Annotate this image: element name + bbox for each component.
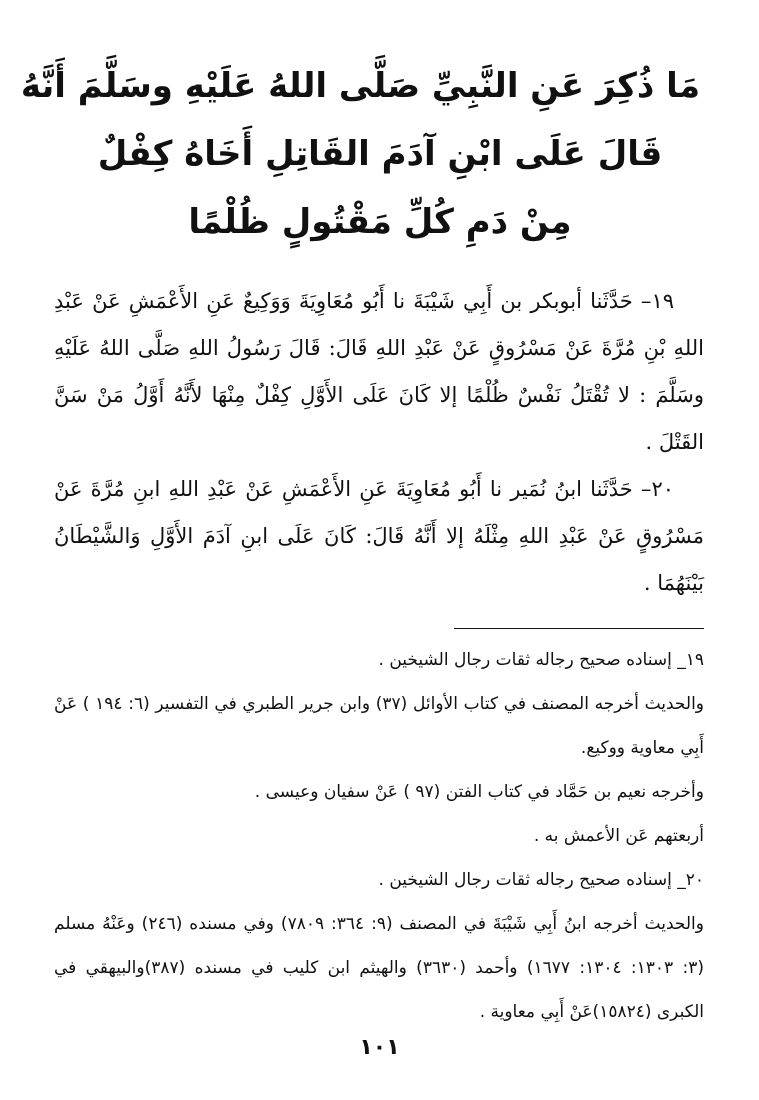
hadith-paragraph bbox=[54, 278, 704, 466]
hadith-body: – حَدَّثَنا أبوبكر بن أَبِي شَيْبَةَ نا أَبُو مُعَاوِيَةَ وَوَكِيعٌ عَنِ الأَعْمَشِ عَنْ عَبْدِ اللهِ بْنِ مُرَّةَ عَنْ مَسْرُوقٍ عَنْ عَبْدِ اللهِ قَالَ: قَالَ رَسُولُ اللهِ صَلَّى اللهُ عَلَيْهِ وسَلَّمَ : لا تُقْتَلُ نَفْسٌ ظُلْمًا إلا كَانَ عَلَى الأَوَّلِ كِفْلٌ مِنْهَا لأَنَّهُ أَوَّلُ مَنْ سَنَّ القَتْلَ . bbox=[54, 289, 704, 454]
footnote: والحديث أخرجه ابنُ أَبِي شَيْبَةَ في المصنف (٩: ٣٦٤: ٧٨٠٩) وفي مسنده (٢٤٦) وعَنْهُ مسلم (٣: ١٣٠٣: ١٣٠٤: ١٦٧٧) وأحمد (٣٦٣٠) والهيثم ابن كليب في مسنده (٣٨٧)والبيهقي في الكبرى (١٥٨٢٤)عَنْ أَبِي معاوية . bbox=[54, 914, 705, 1022]
footnote: وأخرجه نعيم بن حَمَّاد في كتاب الفتن (٩٧ ) عَنْ سفيان وعيسى . bbox=[254, 782, 704, 802]
footnote: ١٩_ إسناده صحيح رجاله ثقات رجال الشيخين . bbox=[378, 650, 704, 670]
footnotes bbox=[54, 638, 704, 1034]
footnote: والحديث أخرجه المصنف في كتاب الأوائل (٣٧) وابن جرير الطبري في التفسير (٦: ١٩٤ ) عَنْ أَبِي معاوية ووكيع. bbox=[54, 694, 704, 758]
hadith-text bbox=[54, 278, 704, 607]
footnote: أربعتهم عَن الأعمش به . bbox=[533, 826, 704, 846]
title-line-1: مَا ذُكِرَ عَنِ النَّبِيِّ صَلَّى اللهُ عَلَيْهِ وسَلَّمَ أَنَّهُ bbox=[20, 66, 700, 106]
title-line-3: مِنْ دَمِ كُلِّ مَقْتُولٍ ظُلْمًا bbox=[188, 202, 572, 242]
title-line-2: قَالَ عَلَى ابْنِ آدَمَ القَاتِلِ أَخَاهُ كِفْلٌ bbox=[97, 134, 663, 174]
hadith-body: – حَدَّثَنا ابنُ نُمَير نا أَبُو مُعَاوِيَةَ عَنِ الأَعْمَشِ عَنْ عَبْدِ اللهِ ابنِ مُرَّةَ عَنْ مَسْرُوقٍ عَنْ عَبْدِ اللهِ مِثْلَهُ إلا أَنَّهُ قَالَ: كَانَ عَلَى ابنِ آدَمَ الأَوَّلِ وَالشَّيْطَانُ بَيْنَهُمَا . bbox=[54, 477, 704, 595]
page-number: ١٠١ bbox=[359, 1035, 400, 1060]
hadith-number: ٢٠ bbox=[651, 477, 674, 501]
chapter-title bbox=[20, 52, 700, 256]
hadith-number: ١٩ bbox=[651, 289, 674, 313]
footnote: ٢٠_ إسناده صحيح رجاله ثقات رجال الشيخين . bbox=[378, 870, 704, 890]
hadith-paragraph bbox=[54, 466, 704, 607]
footnote-divider bbox=[454, 628, 704, 629]
